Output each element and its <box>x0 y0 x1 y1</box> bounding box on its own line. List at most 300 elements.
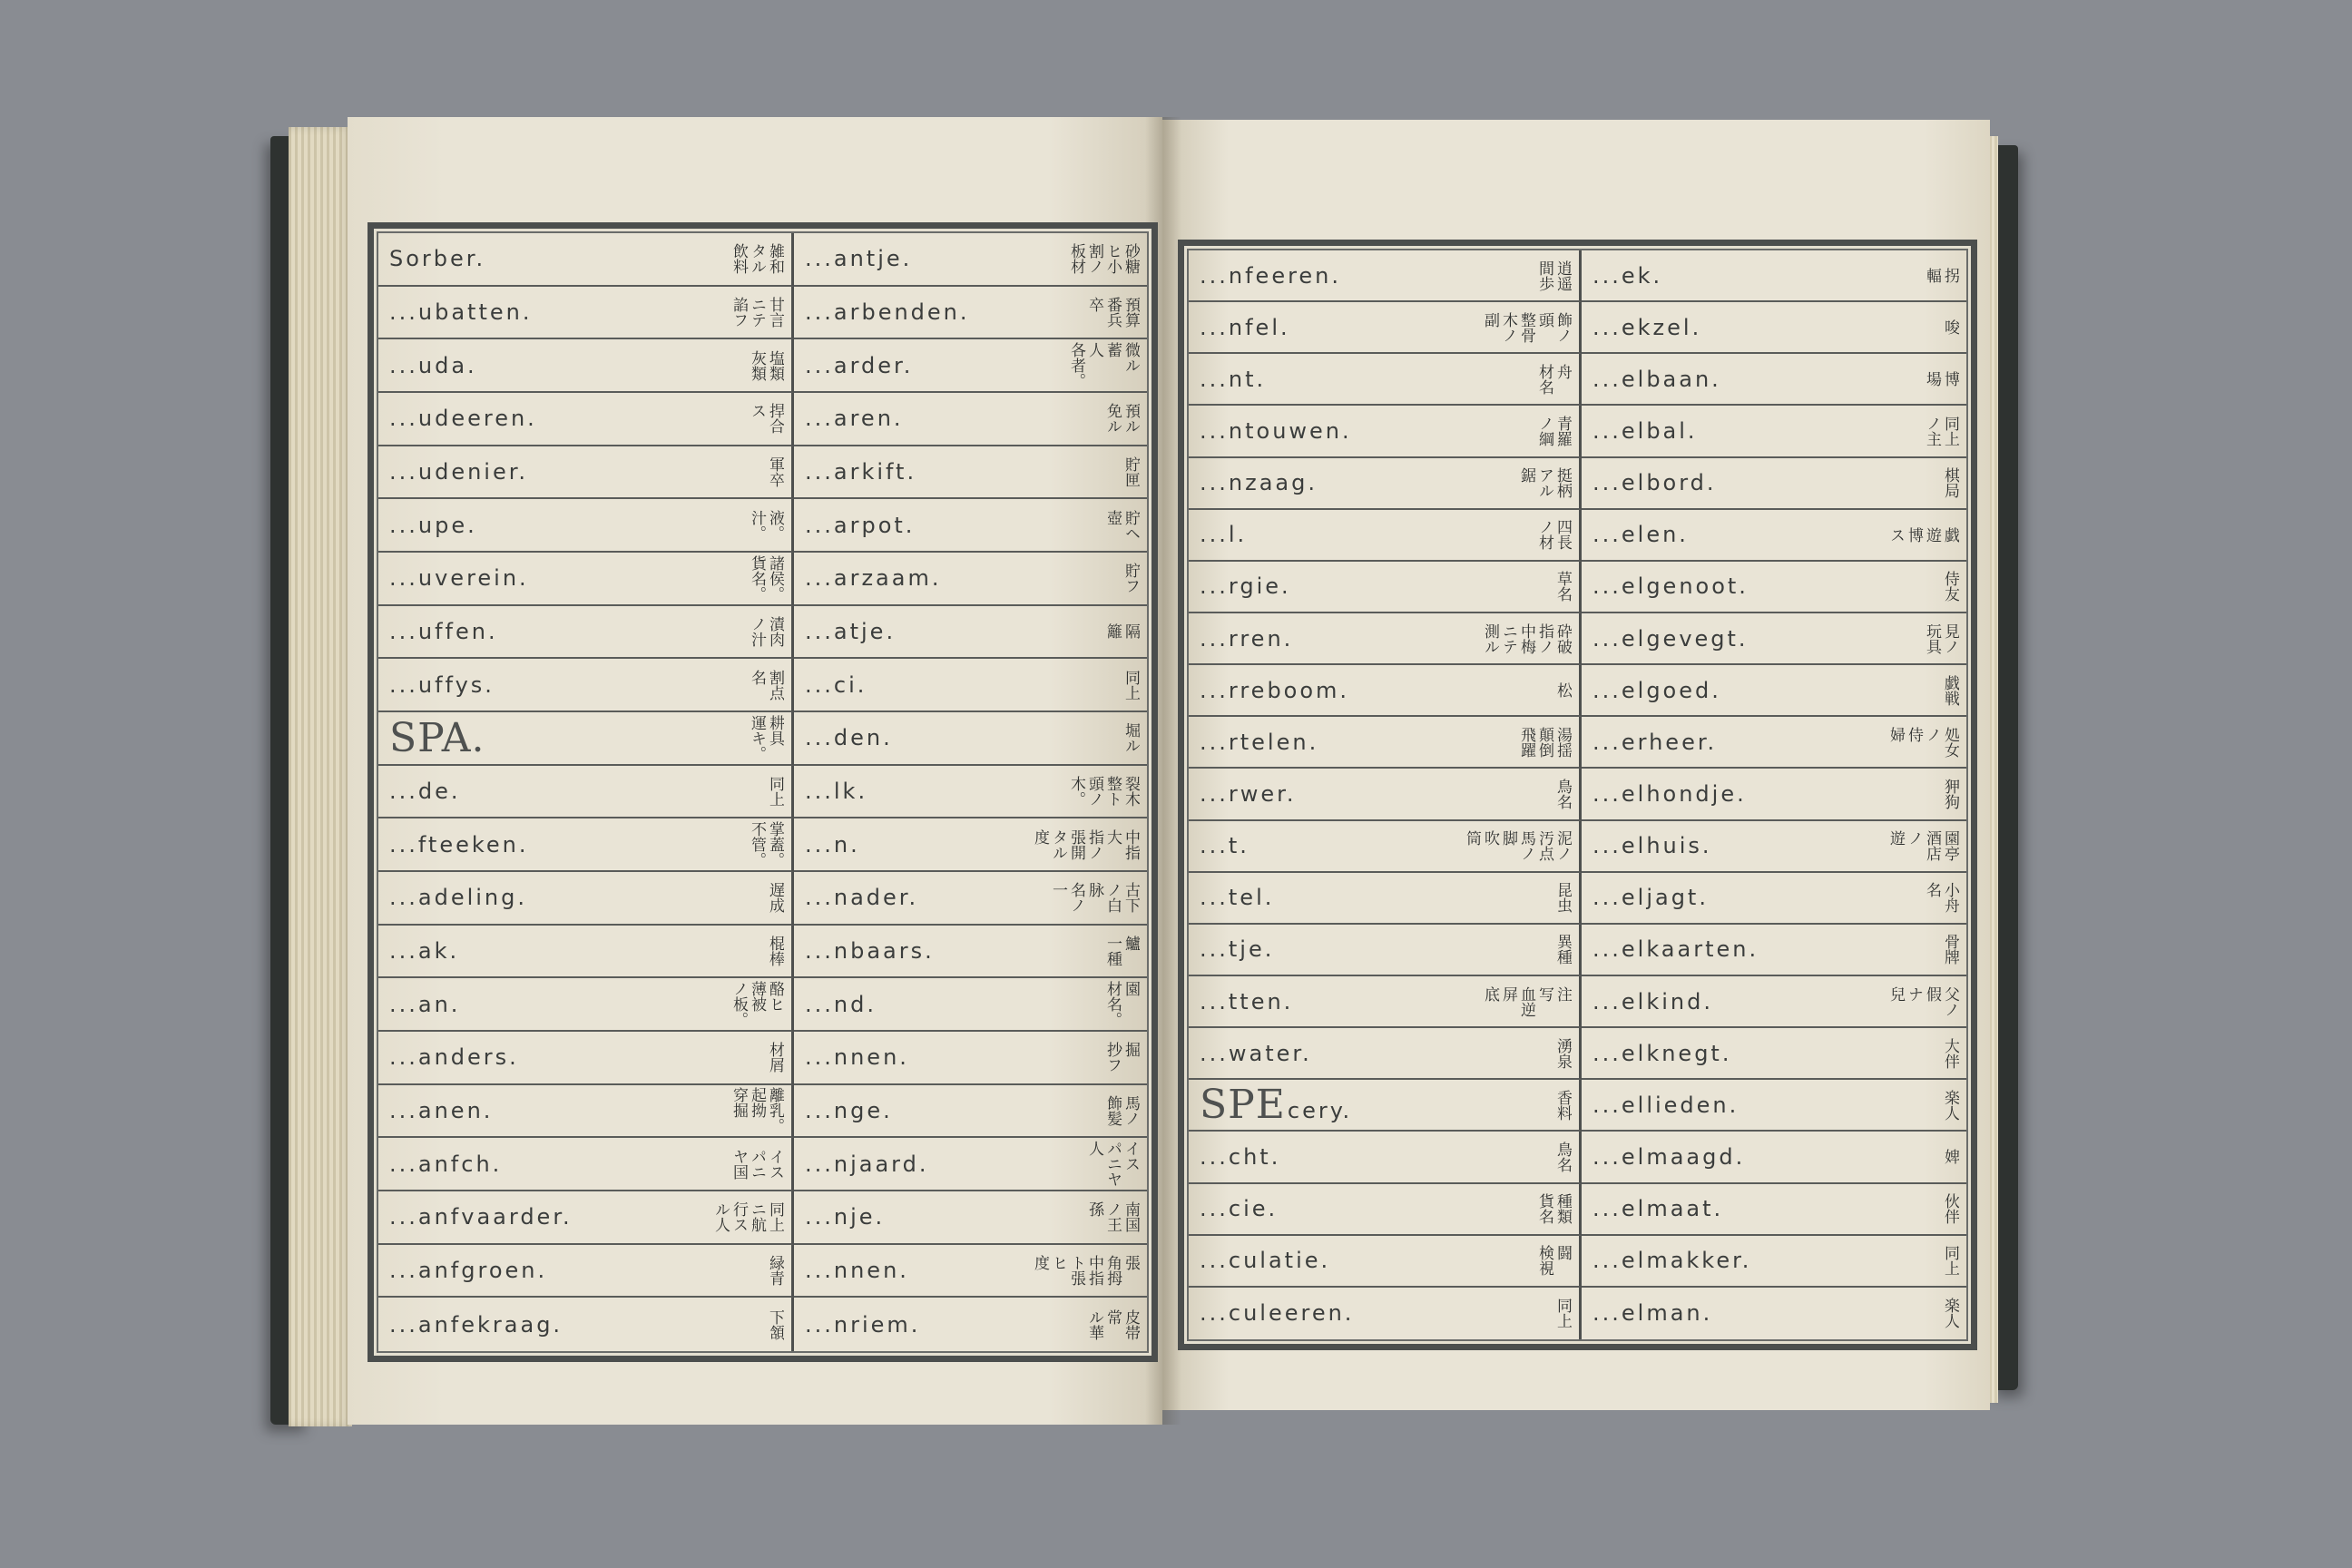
japanese-gloss: 挺柄 アル 鋸 <box>1517 467 1572 499</box>
japanese-gloss: 松 <box>1553 682 1572 699</box>
japanese-gloss: 南国 ノ王 孫 <box>1085 1201 1140 1233</box>
japanese-gloss: 遅成 <box>766 882 784 914</box>
japanese-gloss: 戯戦 <box>1941 674 1959 706</box>
entry-headword <box>389 1258 547 1283</box>
entry-headword <box>1592 678 1721 703</box>
japanese-gloss: 伙伴 <box>1941 1193 1959 1225</box>
dutch-word: ...elmaat. <box>1592 1196 1724 1222</box>
japanese-gloss: 皮帯 常 ル華 <box>1085 1308 1140 1340</box>
japanese-gloss: 狎狗 <box>1941 778 1959 809</box>
dutch-word: ...udenier. <box>389 458 529 485</box>
dictionary-entry <box>794 712 1147 766</box>
dutch-word: ...water. <box>1200 1040 1312 1066</box>
dictionary-entry <box>378 766 794 819</box>
dutch-word: ...eljagt. <box>1592 885 1709 911</box>
dictionary-entry <box>794 233 1147 287</box>
entry-headword <box>1592 1196 1723 1221</box>
entry-headword <box>389 779 461 804</box>
entry-headword <box>1200 1082 1352 1128</box>
dictionary-entry <box>794 1085 1147 1139</box>
dictionary-entry <box>1582 665 1966 717</box>
dictionary-entry <box>794 606 1147 660</box>
entry-headword <box>1200 730 1318 755</box>
japanese-gloss: 棋局 <box>1941 467 1959 499</box>
dictionary-entry <box>794 393 1147 446</box>
dictionary-entry <box>794 818 1147 872</box>
dutch-word: ...anders. <box>389 1044 519 1071</box>
dutch-word: ...elgoed. <box>1592 677 1721 703</box>
dictionary-table-left <box>368 222 1158 1362</box>
dictionary-entry <box>1582 1028 1966 1080</box>
dutch-word: ...nfeeren. <box>1200 262 1342 289</box>
japanese-gloss: イス パニヤ 人 <box>1085 1141 1140 1188</box>
entry-headword <box>389 885 527 910</box>
japanese-gloss: 棍棒 <box>766 935 784 966</box>
dictionary-entry <box>378 339 794 393</box>
dutch-word: ...nader. <box>805 885 919 911</box>
dictionary-entry <box>378 1138 794 1191</box>
entry-headword <box>805 1152 929 1177</box>
japanese-gloss: 捍合 ス <box>748 403 784 435</box>
dutch-word: ...antje. <box>805 246 913 272</box>
entry-headword <box>1592 573 1749 599</box>
japanese-gloss: 骨牌 <box>1941 934 1959 965</box>
japanese-gloss: 同上 <box>766 775 784 807</box>
dictionary-entry <box>378 499 794 553</box>
dutch-word: ...arpot. <box>805 512 916 538</box>
dutch-word: ...rtelen. <box>1200 729 1319 755</box>
dutch-word: ...elen. <box>1592 522 1689 548</box>
dutch-word: ...arzaam. <box>805 565 942 592</box>
dutch-word: ...ntouwen. <box>1200 417 1352 444</box>
entry-headword <box>1200 626 1293 652</box>
japanese-gloss: 婢 <box>1941 1149 1959 1165</box>
dutch-word: ...elbord. <box>1592 470 1717 496</box>
dutch-word: ...cht. <box>1200 1143 1281 1170</box>
entry-headword <box>1592 367 1721 392</box>
japanese-gloss: 唆 <box>1941 319 1959 336</box>
dictionary-entry <box>1582 562 1966 613</box>
japanese-gloss: 貯フ <box>1122 563 1140 594</box>
japanese-gloss: 軍卒 <box>766 456 784 487</box>
dictionary-entry <box>1189 510 1582 562</box>
entry-headword <box>389 513 477 538</box>
dutch-word: ...arbenden. <box>805 299 970 325</box>
dutch-word: ...tje. <box>1200 936 1275 963</box>
entry-headword <box>1200 367 1266 392</box>
dictionary-entry <box>1189 925 1582 976</box>
entry-headword <box>805 832 860 858</box>
dutch-word: ...arkift. <box>805 458 917 485</box>
dutch-word: ...de. <box>389 778 461 804</box>
dictionary-entry <box>1189 562 1582 613</box>
entry-headword <box>805 1312 920 1338</box>
dutch-word: ...nzaag. <box>1200 470 1318 496</box>
dictionary-entry <box>1582 1288 1966 1339</box>
entry-headword <box>805 459 916 485</box>
japanese-gloss: 鳥名 <box>1553 1141 1572 1172</box>
dictionary-entry <box>378 872 794 926</box>
dictionary-entry <box>1189 1184 1582 1236</box>
entry-headword <box>1592 989 1713 1014</box>
entry-headword <box>1200 781 1296 807</box>
dictionary-entry <box>794 1191 1147 1245</box>
entry-headword <box>1592 781 1747 807</box>
dictionary-entry <box>1582 1236 1966 1288</box>
dutch-word: ...elmakker. <box>1592 1248 1752 1274</box>
entry-headword <box>389 565 529 591</box>
dictionary-entry <box>1582 873 1966 925</box>
japanese-gloss: 隔 籬 <box>1103 623 1140 640</box>
dictionary-entry <box>378 233 794 287</box>
dutch-word: ...cie. <box>1200 1196 1279 1222</box>
entry-headword <box>805 246 912 271</box>
japanese-gloss: 大伴 <box>1941 1037 1959 1069</box>
entry-headword <box>1200 1041 1312 1066</box>
dutch-word: ...aren. <box>805 406 904 432</box>
dutch-word: ...elkaarten. <box>1592 936 1759 963</box>
dictionary-entry <box>794 446 1147 500</box>
entry-headword <box>805 353 913 378</box>
entry-headword <box>805 565 941 591</box>
entry-headword <box>1200 989 1293 1014</box>
dutch-word: ...ekzel. <box>1592 314 1702 340</box>
entry-headword <box>1592 1248 1751 1273</box>
dictionary-entry <box>1582 925 1966 976</box>
japanese-gloss: 舟 材名 <box>1535 363 1572 395</box>
japanese-gloss: 堀ル <box>1122 722 1140 754</box>
japanese-gloss: 小舟 名 <box>1923 882 1959 914</box>
entry-headword <box>1592 1300 1712 1326</box>
dutch-word: ...rgie. <box>1200 573 1291 600</box>
entry-headword <box>389 353 477 378</box>
dictionary-entry <box>378 926 794 979</box>
dutch-word: ...uverein. <box>389 565 529 592</box>
dictionary-entry <box>794 1032 1147 1085</box>
dutch-word: ...elmaagd. <box>1592 1143 1746 1170</box>
dutch-word: ...t. <box>1200 833 1250 859</box>
japanese-gloss: 材屑 <box>766 1042 784 1073</box>
dictionary-entry <box>378 978 794 1032</box>
entry-headword <box>1200 1300 1354 1326</box>
dutch-word: ...uffen. <box>389 618 498 644</box>
dictionary-entry <box>1582 821 1966 873</box>
japanese-gloss: 掌蓋。 不管。 <box>748 821 784 868</box>
dictionary-entry <box>378 1191 794 1245</box>
dutch-word: ...ellieden. <box>1592 1092 1740 1118</box>
dutch-word: ...nbaars. <box>805 937 935 964</box>
entry-headword <box>1592 885 1709 910</box>
japanese-gloss: 離乳。 起拗 穿掘 <box>730 1087 784 1134</box>
japanese-gloss: 昆虫 <box>1553 882 1572 914</box>
entry-headword <box>1592 470 1717 495</box>
entry-headword <box>1200 678 1349 703</box>
japanese-gloss: 異種 <box>1553 934 1572 965</box>
dictionary-entry <box>378 659 794 712</box>
entry-headword <box>1200 1248 1330 1273</box>
dictionary-table-right <box>1178 240 1977 1350</box>
japanese-gloss: 同上 <box>1553 1298 1572 1329</box>
japanese-gloss: 泥ノ 汚点 馬ノ 脚 吹 筒 <box>1463 830 1572 862</box>
dictionary-entry <box>794 766 1147 819</box>
entry-headword <box>389 1098 493 1123</box>
entry-headword <box>805 1044 909 1070</box>
japanese-gloss: 闘 検視 <box>1535 1245 1572 1277</box>
dictionary-entry <box>1189 1080 1582 1132</box>
entry-headword <box>389 406 537 431</box>
japanese-gloss: 同上 <box>1122 669 1140 701</box>
entry-headword <box>389 1152 502 1177</box>
japanese-gloss: 砕破 指ノ 中梅 ニテ 測ル <box>1481 622 1572 654</box>
dutch-word: ...upe. <box>389 512 477 538</box>
dutch-word: ...anfch. <box>389 1151 503 1177</box>
japanese-gloss: 古下 ノ白 脉 名ノ 一 <box>1049 882 1140 914</box>
japanese-gloss: 甘言 ニテ 諂フ <box>730 296 784 328</box>
entry-headword <box>389 715 486 761</box>
dictionary-entry <box>794 659 1147 712</box>
dictionary-entry <box>1582 717 1966 769</box>
dutch-word: ...culeeren. <box>1200 1300 1355 1327</box>
dutch-word: ...nnen. <box>805 1257 909 1283</box>
entry-headword <box>805 672 867 698</box>
entry-headword <box>805 619 896 644</box>
dictionary-entry <box>378 712 794 766</box>
japanese-gloss: 四長 ノ材 <box>1535 519 1572 551</box>
entry-headword <box>805 1098 893 1123</box>
entry-headword <box>1592 263 1662 289</box>
dutch-word: ...elknegt. <box>1592 1040 1732 1066</box>
dutch-word: ...ak. <box>389 937 460 964</box>
dutch-word: ...elman. <box>1592 1300 1713 1327</box>
entry-headword <box>1592 1041 1731 1066</box>
entry-headword <box>389 246 485 271</box>
dutch-word: ...elbal. <box>1592 417 1698 444</box>
dutch-word: ...anfekraag. <box>389 1311 564 1338</box>
dictionary-entry <box>1582 976 1966 1028</box>
japanese-gloss: 雑和 タル 飲料 <box>730 243 784 275</box>
entry-headword <box>805 725 893 750</box>
japanese-gloss: 拐 輻 <box>1923 268 1959 284</box>
japanese-gloss: 液。 汁。 <box>748 509 784 541</box>
dutch-word: ...ubatten. <box>389 299 533 325</box>
entry-headword <box>1592 315 1701 340</box>
dictionary-entry <box>1189 354 1582 406</box>
dictionary-entry <box>1189 250 1582 302</box>
japanese-gloss: 微ル 蓄 人 各者。 <box>1067 342 1140 389</box>
dictionary-entry <box>1189 1028 1582 1080</box>
japanese-gloss: 貯ヘ 壺 <box>1103 509 1140 541</box>
dictionary-entry <box>1189 873 1582 925</box>
dutch-word: ...rreboom. <box>1200 677 1350 703</box>
dictionary-entry <box>1189 613 1582 665</box>
dictionary-entry <box>1189 302 1582 354</box>
dictionary-entry <box>1189 769 1582 820</box>
entry-headword <box>805 299 970 325</box>
japanese-gloss: 戯 遊 博 ス <box>1886 526 1959 543</box>
entry-headword <box>1200 833 1250 858</box>
japanese-gloss: 見ノ 玩具 <box>1923 622 1959 654</box>
entry-headword <box>1592 1093 1739 1118</box>
dutch-word: ...fteeken. <box>389 831 529 858</box>
dutch-word: ...nd. <box>805 991 877 1017</box>
japanese-gloss: 預ル 免ル <box>1103 403 1140 435</box>
japanese-gloss: 砂糖 ヒ小 割ノ 板材 <box>1067 243 1140 275</box>
dutch-word: ...an. <box>389 991 461 1017</box>
japanese-gloss: 中指 大 指ノ 張開 タル 度 <box>1031 828 1140 860</box>
dutch-word: ...culatie. <box>1200 1248 1331 1274</box>
entry-headword <box>1200 315 1290 340</box>
dictionary-entry <box>378 1032 794 1085</box>
entry-headword <box>389 619 498 644</box>
dictionary-entry <box>1189 665 1582 717</box>
japanese-gloss: 割点 名 <box>748 669 784 701</box>
dutch-word: ...elgenoot. <box>1592 573 1749 600</box>
dictionary-entry <box>794 553 1147 606</box>
dictionary-entry <box>794 1298 1147 1351</box>
dutch-word: ...udeeren. <box>389 406 537 432</box>
dutch-word: ...lk. <box>805 778 868 804</box>
dictionary-entry <box>1582 510 1966 562</box>
entry-headword <box>389 1312 563 1338</box>
dutch-word: ...ek. <box>1592 262 1663 289</box>
dictionary-entry <box>1582 769 1966 820</box>
entry-headword <box>805 779 867 804</box>
japanese-gloss: 塩類 灰類 <box>748 349 784 381</box>
dictionary-entry <box>1582 250 1966 302</box>
japanese-gloss: 裂木 整ト 頭ノ 木。 <box>1067 775 1140 807</box>
entry-headword <box>805 885 918 910</box>
dictionary-entry <box>378 606 794 660</box>
dictionary-entry <box>1582 1080 1966 1132</box>
japanese-gloss: 預算 番兵 卒 <box>1085 296 1140 328</box>
dutch-word: ...uda. <box>389 352 477 378</box>
dictionary-entry <box>378 1245 794 1298</box>
dutch-word: ...uffys. <box>389 671 495 698</box>
japanese-gloss: 園 材名。 <box>1103 981 1140 1028</box>
japanese-gloss: 草名 <box>1553 571 1572 603</box>
entry-headword <box>1200 522 1247 547</box>
dictionary-entry <box>794 1245 1147 1298</box>
japanese-gloss: 種類 貨名 <box>1535 1193 1572 1225</box>
entry-headword <box>805 513 915 538</box>
dictionary-entry <box>378 287 794 340</box>
japanese-gloss: 掘 抄フ <box>1103 1042 1140 1073</box>
dictionary-entry <box>794 926 1147 979</box>
japanese-gloss: 博 場 <box>1923 371 1959 387</box>
dictionary-entry <box>1582 613 1966 665</box>
dictionary-entry <box>378 553 794 606</box>
dutch-word: cery. <box>1287 1098 1353 1124</box>
entry-headword <box>1592 833 1712 858</box>
japanese-gloss: 酪ヒ 薄被 ノ板。 <box>730 981 784 1028</box>
dutch-word: ...elhuis. <box>1592 833 1712 859</box>
dictionary-entry <box>794 872 1147 926</box>
dictionary-entry <box>1189 717 1582 769</box>
dutch-word: ...elhondje. <box>1592 780 1747 807</box>
dictionary-entry <box>378 1298 794 1351</box>
dutch-word: ...rwer. <box>1200 780 1297 807</box>
japanese-gloss: 注 写 血逆 屏 底 <box>1481 985 1572 1017</box>
dictionary-entry <box>1189 1132 1582 1183</box>
japanese-gloss: 香料 <box>1553 1089 1572 1121</box>
japanese-gloss: 湧泉 <box>1553 1037 1572 1069</box>
entry-headword <box>389 672 495 698</box>
entry-headword <box>1592 626 1749 652</box>
dictionary-entry <box>1582 406 1966 457</box>
entry-headword <box>389 992 460 1017</box>
dictionary-entry <box>378 446 794 500</box>
japanese-gloss: 諸侯。 貨名。 <box>748 554 784 602</box>
dictionary-entry <box>1189 1288 1582 1339</box>
japanese-gloss: イス パニ ヤ国 <box>730 1148 784 1180</box>
entry-headword <box>805 992 877 1017</box>
entry-headword <box>1200 418 1352 444</box>
entry-headword <box>1592 936 1759 962</box>
dictionary-entry <box>1582 1184 1966 1236</box>
entry-headword <box>805 1258 909 1283</box>
japanese-gloss: 楽人 <box>1941 1089 1959 1121</box>
dutch-word: ...nriem. <box>805 1311 921 1338</box>
japanese-gloss: 侍友 <box>1941 571 1959 603</box>
dutch-word: ...anen. <box>389 1097 494 1123</box>
dutch-word: ...adeling. <box>389 885 528 911</box>
dutch-word: ...den. <box>805 725 893 751</box>
section-heading: SPA. <box>389 714 485 761</box>
section-heading: SPE <box>1200 1082 1286 1129</box>
dictionary-entry <box>794 1138 1147 1191</box>
dutch-word: ...elkind. <box>1592 988 1713 1014</box>
entry-headword <box>805 938 935 964</box>
japanese-gloss: 逍遥 間歩 <box>1535 260 1572 291</box>
entry-headword <box>805 406 904 431</box>
dutch-word: ...nt. <box>1200 366 1267 392</box>
dictionary-entry <box>378 393 794 446</box>
dutch-word: ...nge. <box>805 1097 893 1123</box>
dictionary-entry <box>794 499 1147 553</box>
dutch-word: ...atje. <box>805 618 897 644</box>
entry-headword <box>1592 1144 1745 1170</box>
dutch-word: ...tten. <box>1200 988 1294 1014</box>
japanese-gloss: 処女 ノ 侍 婦 <box>1886 726 1959 758</box>
dutch-word: ...n. <box>805 831 860 858</box>
entry-headword <box>1592 418 1698 444</box>
entry-headword <box>1200 1144 1280 1170</box>
dutch-word: ...erheer. <box>1592 729 1718 755</box>
dutch-word: Sorber. <box>389 246 486 272</box>
dictionary-entry <box>794 287 1147 340</box>
dutch-word: ...nje. <box>805 1204 886 1230</box>
page-edges-left <box>289 127 352 1426</box>
entry-headword <box>1200 470 1318 495</box>
dictionary-entry <box>1189 821 1582 873</box>
japanese-gloss: 父ノ 假 ナ 兒 <box>1886 985 1959 1017</box>
japanese-gloss: 下頷 <box>766 1308 784 1340</box>
japanese-gloss: 飾ノ 頭 整骨 木ノ 副 <box>1481 311 1572 343</box>
dutch-word: ...elbaan. <box>1592 366 1721 392</box>
dictionary-entry <box>1582 302 1966 354</box>
dictionary-entry <box>794 339 1147 393</box>
japanese-gloss: 鱸 一種 <box>1103 935 1140 966</box>
dutch-word: ...l. <box>1200 522 1248 548</box>
japanese-gloss: 緑青 <box>766 1254 784 1286</box>
japanese-gloss: 耕具 運キ。 <box>748 714 784 761</box>
dutch-word: ...rren. <box>1200 625 1294 652</box>
entry-headword <box>1592 522 1689 547</box>
entry-headword <box>1200 885 1274 910</box>
japanese-gloss: 馬ノ 飾髪 <box>1103 1094 1140 1126</box>
japanese-gloss: 湯揺 顛倒 飛躍 <box>1517 726 1572 758</box>
japanese-gloss: 貯匣 <box>1122 456 1140 487</box>
